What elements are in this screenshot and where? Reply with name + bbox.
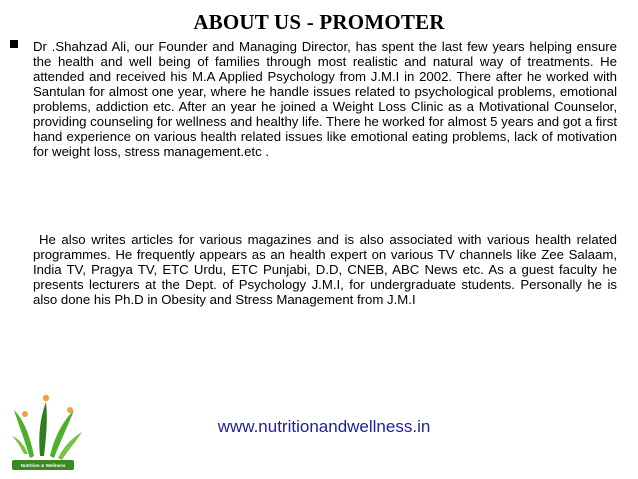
logo-text: Nutrition & Wellness (20, 462, 66, 468)
website-url[interactable]: www.nutritionandwellness.in (217, 417, 431, 436)
paragraph-media-activities: He also writes articles for various magazines and is also associated with various health related programmes. He frequently appears as an health expert on various TV channels like Zee Salaam, India TV, Pragya TV, ETC Urdu, ETC Punjabi, D.D, CNEB, ABC News etc. As a guest faculty he presents lecturers at the Dept. of Psychology J.M.I, for undergraduate students. Personally he is also done his Ph.D in Obesity and Stress Management from J.M.I (33, 232, 617, 307)
paragraph-founder-bio: Dr .Shahzad Ali, our Founder and Managing Director, has spent the last few years helping ensure the health and well being of families through most realistic and natural way of treatments. He attended and received his M.A Applied Psychology from J.M.I in 2002. There after he worked with Santulan for almost one year, where he handle issues related to psychological problems, emotional problems, addiction etc. After an year he joined a Weight Loss Clinic as a Motivational Counselor, providing counseling for wellness and healthy life. There he worked for almost 5 years and got a first hand experience on various health related issues like emotional eating problems, lack of motivation for weight loss, stress management.etc . (33, 39, 617, 159)
square-bullet-icon (10, 40, 18, 48)
slide-title: ABOUT US - PROMOTER (193, 10, 445, 34)
